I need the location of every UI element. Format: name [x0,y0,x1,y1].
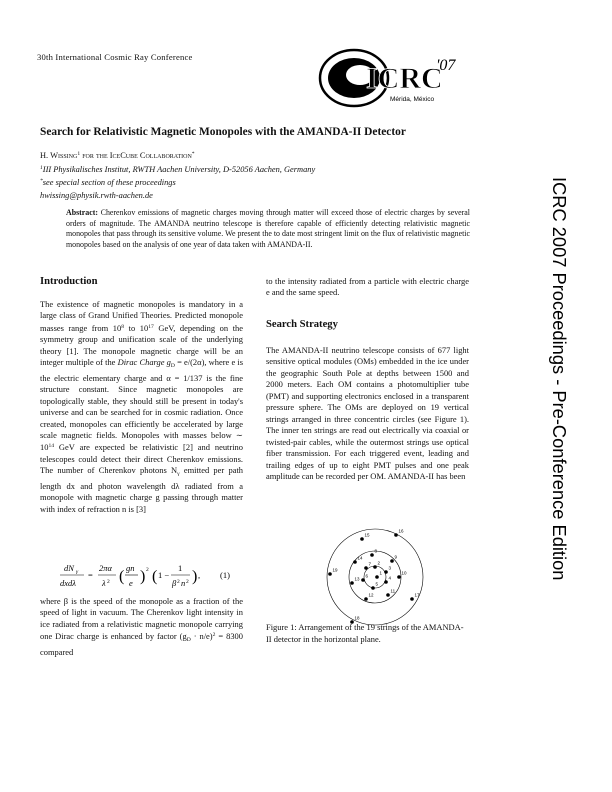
string-marker [353,560,357,564]
string-marker [397,575,401,579]
string-label: 16 [398,528,404,534]
string-marker [384,580,388,584]
icrc-logo [318,48,458,108]
svg-text:λ: λ [102,578,106,588]
section-heading-search-strategy: Search Strategy [266,319,338,330]
svg-text:γ: γ [76,569,79,575]
svg-text:): ) [140,568,146,585]
col2-continuation: to the intensity radiated from a particle with electric charge e and the same speed. [266,276,469,298]
footnote: *see special section of these proceedings [40,178,176,187]
equation-1 [52,560,242,592]
string-label: 3 [388,565,392,571]
string-marker [361,578,365,582]
string-label: 13 [354,576,360,582]
logo-text: ICRC [366,62,443,95]
logo-subtext: Mérida, México [390,96,435,103]
abstract-text: Cherenkov emissions of magnetic charges moving through matter will exceed those of electric charges by several orders of magnitude. The AMANDA neutrino telescope is therefore capable of efficiently detecting relativistic magnetic monopoles that pass through its sensitive volume. We present the to date most stringent limit on the flux of relativistic magnetic monopoles based on the analysis of one year of data taken with AMANDA-II. [66,208,470,249]
string-label: 5 [375,581,379,587]
author-name: H. Wissing [40,151,78,160]
svg-text:2πα: 2πα [99,563,112,573]
search-paragraph: The AMANDA-II neutrino telescope consists of 677 light sensitive optical modules (OMs) embedded in the ice under the geographic South Pole at depths between 1500 and 2000 meters. Each OM contains a photomultiplier tube (PMT) and supporting electronics enclosed in a transparent pressure sphere. The OMs are deployed on 19 vertical strings arranged in three concentric circles (see Figure 1). The inner ten strings are read out electrically via coaxial or twisted-pair cables, while the outermost strings use optical fiber transmission. For each triggered event, leading and trailing edges of up to eight PMT pulses and one peak amplitude can be recorded per OM. AMANDA-II has been [266,345,469,481]
intro-paragraph: The existence of magnetic monopoles is mandatory in a large class of Grand Unified Theories. Predicted monopole masses range from $10^8$ to $10^{17}$ GeV, depending on the symmetry group and unification scale of the underlying theory [1]. The monopole magnetic charge will be an integer multiple of the Dirac Charge $g_D = e/(2\alpha)$, where e is the electric elementary charge and α = 1/137 is the fine structure constant. Since magnetic monopoles are topologically stable, they should still be present in today's universe and can be searched for in cosmic radiation. Once created, monopoles can efficiently be accelerated by large scale magnetic fields. Monopoles with masses below ∼ $10^{14}$ GeV are expected be relativistic [2] and neutrino telescopes could detect their direct Cherenkov emissions. The number of Cherenkov photons $N_\gamma$ emitted per path length dx and photon wavelength dλ radiated from a monopole with magnetic charge g passing through matter with index of refraction n is [3] [40,299,244,514]
svg-text:β: β [172,578,177,588]
string-marker [371,586,375,590]
string-label: 11 [390,588,396,594]
string-label: 15 [364,532,370,538]
svg-text:=: = [88,570,93,580]
string-label: 8 [374,548,378,554]
string-marker [328,572,332,576]
svg-text:,: , [198,570,201,580]
string-marker [360,537,364,541]
string-marker [394,533,398,537]
svg-text:dN: dN [64,563,74,573]
svg-text:1: 1 [178,563,183,573]
string-marker [364,597,368,601]
logo-superscript: '07 [436,57,456,74]
side-banner [548,176,572,638]
string-label: 17 [414,592,420,598]
string-label: 9 [394,554,398,560]
svg-text:(: ( [119,568,125,585]
intro-paragraph-2: where β is the speed of the monopole as a fraction of the speed of light in vacuum. The Cherenkov light intensity in ice radiated from a relativistic magnetic monopole carrying one Dirac charge is enhanced by factor $(g_D \cdot n/e)^2 = 8300$ compared [40,596,243,657]
string-label: 2 [377,560,381,566]
string-label: 19 [332,567,338,573]
string-label: 1 [379,570,383,576]
string-label: 18 [354,615,360,621]
svg-text:1 −: 1 − [158,570,170,580]
figure-caption: Figure 1: Arrangement of the 19 strings of the AMANDA-II detector in the horizontal plane. [266,622,464,644]
string-label: 10 [401,570,407,576]
svg-text:dxdλ: dxdλ [60,578,76,588]
svg-text:e: e [129,578,133,588]
string-marker [350,581,354,585]
string-label: 14 [357,555,363,561]
svg-text:): ) [192,568,198,585]
figure-1-string-layout [300,519,440,635]
string-marker [384,570,388,574]
section-heading-introduction: Introduction [40,276,98,287]
string-marker [386,593,390,597]
abstract [66,208,470,250]
svg-text:2: 2 [177,579,180,585]
svg-text:gn: gn [126,563,135,573]
email: hwissing@physik.rwth-aachen.de [40,191,153,200]
string-label: 6 [365,573,369,579]
string-marker [370,553,374,557]
svg-text:(: ( [152,568,158,585]
side-banner-text: ICRC 2007 Proceedings - Pre-Conference Edition [549,177,570,581]
affiliation: $^1$III Physikalisches Institut, RWTH Aachen University, D-52056 Aachen, Germany [40,165,316,174]
collaboration: for the IceCube Collaboration [80,151,192,160]
svg-text:2: 2 [107,579,110,585]
string-label: 7 [368,561,372,567]
svg-text:2: 2 [146,567,149,573]
string-marker [390,559,394,563]
conference-header: 30th International Cosmic Ray Conference [37,52,193,62]
string-marker [375,575,379,579]
string-marker [410,597,414,601]
string-positions [328,529,420,624]
paper-title: Search for Relativistic Magnetic Monopoles with the AMANDA-II Detector [40,126,406,138]
authors: H. Wissing$^1$ for the IceCube Collaboration* [40,151,195,160]
string-label: 4 [388,575,392,581]
string-marker [373,565,377,569]
svg-text:2: 2 [186,579,189,585]
equation-number: (1) [220,570,230,580]
abstract-label: Abstract: [66,208,98,217]
svg-text:n: n [181,578,186,588]
string-label: 12 [368,592,374,598]
string-marker [364,566,368,570]
